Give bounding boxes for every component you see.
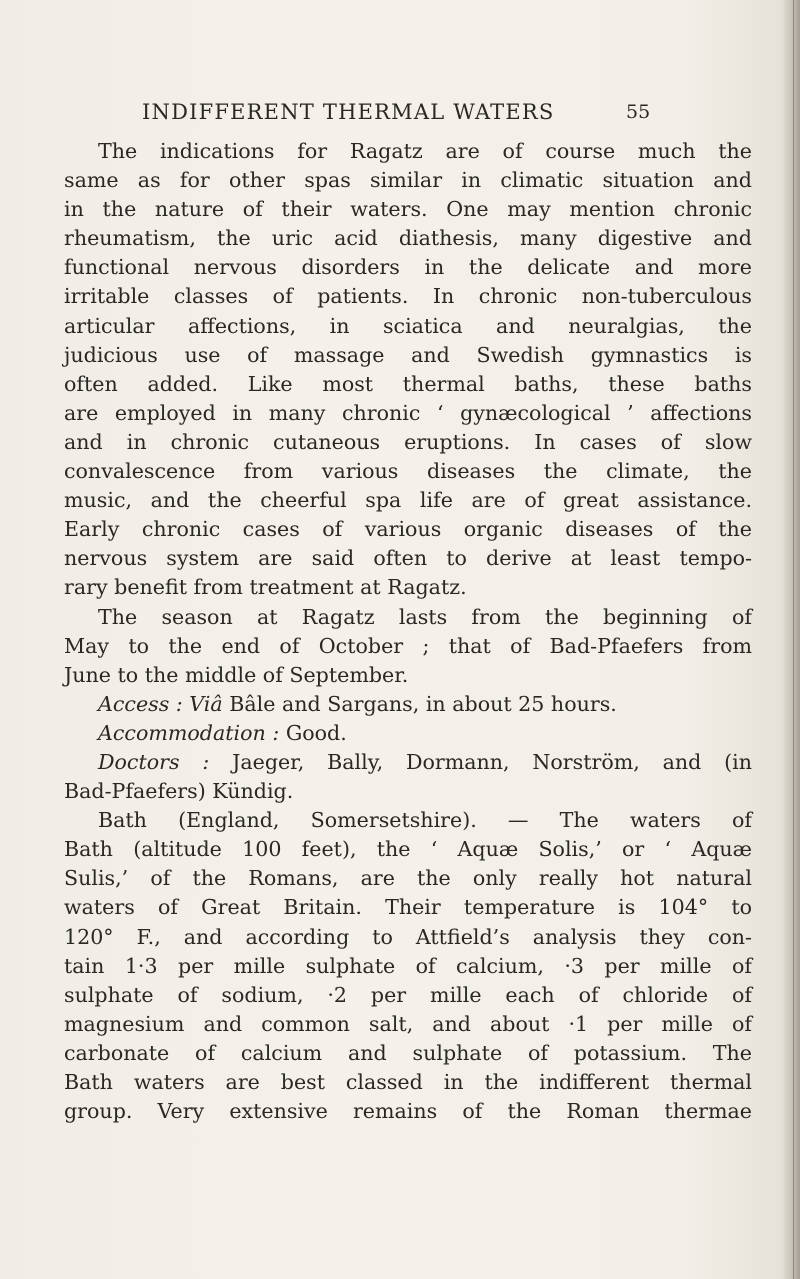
page-edge-line	[793, 0, 794, 1279]
text-line: same as for other spas similar in climatic situation and	[64, 168, 752, 193]
text-line: group. Very extensive remains of the Roman thermae	[64, 1099, 752, 1124]
accommodation-label: Accommodation :	[98, 720, 280, 745]
accommodation-entry	[64, 719, 752, 748]
text-line: and in chronic cutaneous eruptions. In cases of slow	[64, 429, 752, 454]
access-entry	[64, 690, 752, 719]
text-line: articular affections, in sciatica and neuralgias, the	[64, 313, 752, 338]
accommodation-text: Good.	[285, 720, 347, 745]
text-line: music, and the cheerful spa life are of great assistance.	[64, 488, 752, 513]
text-line: The season at Ragatz lasts from the beginning of	[98, 604, 752, 629]
text-line: judicious use of massage and Swedish gymnastics is	[64, 342, 752, 367]
text-line: convalescence from various diseases the climate, the	[64, 459, 752, 484]
text-line: May to the end of October ; that of Bad-Pfaefers from	[64, 633, 752, 658]
text-line: tain 1·3 per mille sulphate of calcium, ·3 per mille of	[64, 953, 752, 978]
page-number: 55	[626, 101, 651, 123]
text-line: Early chronic cases of various organic diseases of the	[64, 517, 752, 542]
text-line: rheumatism, the uric acid diathesis, many digestive and	[64, 226, 752, 251]
text-line: are employed in many chronic ‘ gynæcological ’ affections	[64, 400, 752, 425]
body-text	[64, 137, 752, 1126]
access-label: Access :	[98, 691, 183, 716]
text-line: 120° F., and according to Attfield’s analysis they con-	[64, 924, 752, 949]
running-title: INDIFFERENT THERMAL WATERS	[142, 100, 555, 124]
text-line: often added. Like most thermal baths, these baths	[64, 371, 752, 396]
doctors-entry	[64, 748, 752, 777]
text-line: nervous system are said often to derive at least tempo-	[64, 546, 752, 571]
text-line: The indications for Ragatz are of course much the	[98, 139, 752, 163]
doctors-label: Doctors :	[98, 749, 210, 774]
text-line: waters of Great Britain. Their temperature is 104° to	[64, 895, 752, 920]
text-line: carbonate of calcium and sulphate of potassium. The	[64, 1040, 752, 1065]
page-header	[0, 100, 780, 130]
access-text: Bâle and Sargans, in about 25 hours.	[229, 691, 617, 716]
access-via: Viâ	[189, 691, 223, 716]
page-edge-shadow	[782, 0, 800, 1279]
text-line: Sulis,’ of the Romans, are the only really hot natural	[64, 866, 752, 891]
text-line: Bath (England, Somersetshire). — The waters of	[98, 808, 752, 833]
text-line: sulphate of sodium, ·2 per mille each of chloride of	[64, 982, 752, 1007]
text-line: in the nature of their waters. One may mention chronic	[64, 197, 752, 222]
text-line: irritable classes of patients. In chronic non-tuberculous	[64, 284, 752, 309]
text-line: Bath (altitude 100 feet), the ‘ Aquæ Solis,’ or ‘ Aquæ	[64, 837, 752, 862]
text-line: rary benefit from treatment at Ragatz.	[64, 575, 467, 600]
text-line: magnesium and common salt, and about ·1 per mille of	[64, 1011, 752, 1036]
doctors-text: Jaeger, Bally, Dormann, Norström, and (in	[232, 749, 753, 774]
text-line: Bath waters are best classed in the indifferent thermal	[64, 1070, 752, 1094]
text-line: June to the middle of September.	[64, 662, 409, 687]
text-line: functional nervous disorders in the delicate and more	[64, 255, 752, 280]
doctors-continuation: Bad-Pfaefers) Kündig.	[64, 779, 294, 804]
